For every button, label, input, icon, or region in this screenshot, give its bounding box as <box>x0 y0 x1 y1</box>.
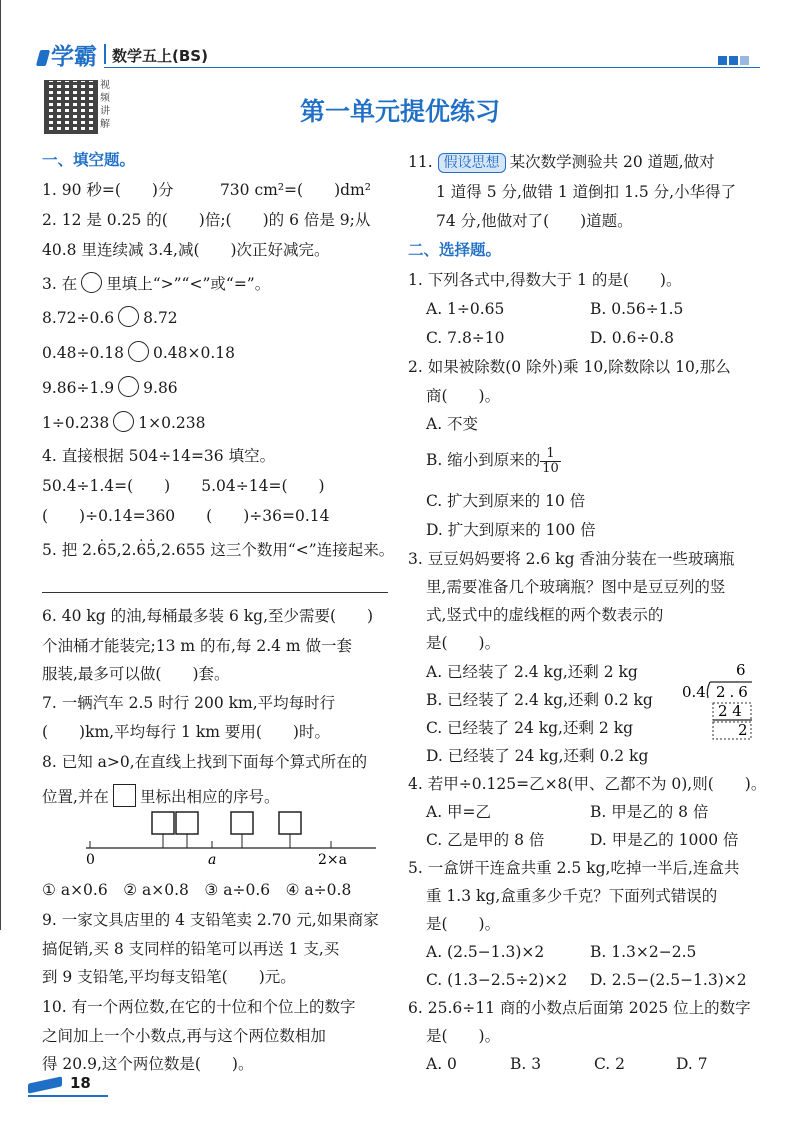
division-quotient: 6 <box>736 661 746 679</box>
compare-circle[interactable] <box>81 272 102 293</box>
choice-3-B[interactable]: B. 已经装了 2.4 kg,还剩 0.2 kg <box>426 691 653 709</box>
question-3-item-4: 1÷0.238 1×0.238 <box>42 411 205 433</box>
long-division <box>680 658 760 742</box>
question-10-line3: 得 20.9,这个两位数是( )。 <box>42 1055 254 1073</box>
logo-mark-icon <box>36 50 50 66</box>
question-3-item-3: 9.86÷1.9 9.86 <box>42 376 178 398</box>
compare-circle[interactable] <box>128 341 149 362</box>
choice-6-A[interactable]: A. 0 <box>426 1055 457 1073</box>
number-line-box-1[interactable] <box>152 812 174 834</box>
choice-3-D[interactable]: D. 已经装了 24 kg,还剩 0.2 kg <box>426 747 649 765</box>
question-9-line2: 搞促销,买 8 支同样的铅笔可以再送 1 支,买 <box>42 940 340 958</box>
question-7-line1: 7. 一辆汽车 2.5 时行 200 km,平均每时行 <box>42 694 336 712</box>
number-line-box-2[interactable] <box>176 812 198 834</box>
question-2-line1: 2. 12 是 0.25 的( )倍;( )的 6 倍是 9;从 <box>42 211 371 229</box>
compare-circle[interactable] <box>118 376 139 397</box>
choice-4-C[interactable]: C. 乙是甲的 8 倍 <box>426 831 545 849</box>
choice-6-C[interactable]: C. 2 <box>594 1055 626 1073</box>
choice-6-line2: 是( )。 <box>426 1027 501 1045</box>
question-2-line2: 40.8 里连续减 3.4,减( )次正好减完。 <box>42 241 330 259</box>
choice-2-B[interactable]: B. 缩小到原来的 $\frac{1}{10}$ <box>426 445 559 476</box>
division-divisor: 0.4 <box>682 683 706 701</box>
question-5: 5. 把 2.. 65,2.. 6. 5,2.655 这三个数用“<”连接起来。 <box>42 540 394 560</box>
choice-3-A[interactable]: A. 已经装了 2.4 kg,还剩 2 kg <box>426 663 638 681</box>
choice-5-line1: 5. 一盒饼干连盒共重 2.5 kg,吃掉一半后,连盒共 <box>408 859 740 877</box>
page-number: 18 <box>70 1074 91 1092</box>
question-4: 4. 直接根据 504÷14=36 填空。 <box>42 447 276 465</box>
division-remainder: 2 <box>738 721 748 739</box>
question-11-line2: 1 道得 5 分,做错 1 道倒扣 1.5 分,小华得了 <box>436 183 737 201</box>
page-title: 第一单元提优练习 <box>299 97 500 126</box>
label-0: 0 <box>86 852 95 868</box>
choice-3-line1: 3. 豆豆妈妈要将 2.6 kg 香油分装在一些玻璃瓶 <box>408 550 735 568</box>
number-line-box-4[interactable] <box>279 812 301 834</box>
choice-5-line3: 是( )。 <box>426 915 501 933</box>
question-9-line3: 到 9 支铅笔,平均每支铅笔( )元。 <box>42 968 296 986</box>
question-10-line2: 之间加上一个小数点,再与这个两位数相加 <box>42 1027 326 1045</box>
choice-5-B[interactable]: B. 1.3×2−2.5 <box>590 943 697 961</box>
footer-rule <box>28 1095 108 1097</box>
choice-2-A[interactable]: A. 不变 <box>426 415 479 433</box>
question-3: 3. 在 里填上“>”“<”或“=”。 <box>42 272 270 294</box>
book-subtitle: 数学五上(BS) <box>112 47 208 65</box>
compare-circle[interactable] <box>113 411 134 432</box>
question-11-line1: 11. 假设思想 某次数学测验共 20 道题,做对 <box>408 153 715 171</box>
question-4-row-1: 50.4÷1.4=( ) 5.04÷14=( ) <box>42 477 325 495</box>
choice-4: 4. 若甲÷0.125=乙×8(甲、乙都不为 0),则( )。 <box>408 775 767 793</box>
question-11-line3: 74 分,他做对了( )道题。 <box>436 212 633 230</box>
choice-1-D[interactable]: D. 0.6÷0.8 <box>590 329 675 347</box>
choice-4-B[interactable]: B. 甲是乙的 8 倍 <box>590 803 709 821</box>
number-line <box>80 808 380 868</box>
answer-box[interactable] <box>113 784 136 807</box>
choice-5-line2: 重 1.3 kg,盒重多少千克？下面列式错误的 <box>426 887 718 905</box>
section-choice: 二、选择题。 <box>408 241 502 259</box>
choice-4-A[interactable]: A. 甲=乙 <box>426 803 492 821</box>
hint-tag: 假设思想 <box>438 153 506 173</box>
label-2a: 2×a <box>318 852 347 868</box>
question-4-row-2: ( )÷0.14=360 ( )÷36=0.14 <box>42 507 330 525</box>
choice-6-D[interactable]: D. 7 <box>676 1055 708 1073</box>
answer-line[interactable] <box>42 592 388 593</box>
compare-circle[interactable] <box>118 306 139 327</box>
choice-6-B[interactable]: B. 3 <box>510 1055 542 1073</box>
question-6-line2: 个油桶才能装完;13 m 的布,每 2.4 m 做一套 <box>42 637 353 655</box>
choice-6-line1: 6. 25.6÷11 商的小数点后面第 2025 位上的数字 <box>408 999 751 1017</box>
choice-5-A[interactable]: A. (2.5−1.3)×2 <box>426 943 545 961</box>
pencil-icon <box>28 1076 62 1093</box>
question-3-item-2: 0.48÷0.18 0.48×0.18 <box>42 341 235 363</box>
choice-2-C[interactable]: C. 扩大到原来的 10 倍 <box>426 492 586 510</box>
qr-label: 视频讲解 <box>100 80 110 130</box>
column-divider <box>0 0 1 930</box>
choice-2-D[interactable]: D. 扩大到原来的 100 倍 <box>426 521 596 539</box>
question-8-options: ① a×0.6 ② a×0.8 ③ a÷0.6 ④ a÷0.8 <box>42 881 352 899</box>
question-7-line2: ( )km,平均每行 1 km 要用( )时。 <box>42 723 330 741</box>
question-9-line1: 9. 一家文具店里的 4 支铅笔卖 2.70 元,如果商家 <box>42 911 379 929</box>
question-8-line1: 8. 已知 a>0,在直线上找到下面每个算式所在的 <box>42 753 368 771</box>
question-6-line1: 6. 40 kg 的油,每桶最多装 6 kg,至少需要( ) <box>42 607 374 625</box>
choice-2-line1: 2. 如果被除数(0 除外)乘 10,除数除以 10,那么 <box>408 358 731 376</box>
choice-5-D[interactable]: D. 2.5−(2.5−1.3)×2 <box>590 971 747 989</box>
division-bracket <box>707 682 710 698</box>
question-8-line2: 位置,并在 里标出相应的序号。 <box>42 784 279 807</box>
header-separator <box>104 44 106 64</box>
choice-3-line2: 里,需要准备几个玻璃瓶？图中是豆豆列的竖 <box>426 578 726 596</box>
question-6-line3: 服装,最多可以做( )套。 <box>42 665 230 683</box>
choice-1-C[interactable]: C. 7.8÷10 <box>426 329 505 347</box>
fraction: $\frac{1}{10}$ <box>542 445 559 476</box>
choice-3-C[interactable]: C. 已经装了 24 kg,还剩 2 kg <box>426 719 634 737</box>
choice-1: 1. 下列各式中,得数大于 1 的是( )。 <box>408 271 682 289</box>
number-line-box-3[interactable] <box>231 812 253 834</box>
brand-logo: 学霸 <box>38 38 97 71</box>
section-fill-blank: 一、填空题。 <box>42 151 136 169</box>
question-1: 1. 90 秒=( )分 730 cm²=( )dm² <box>42 181 371 199</box>
choice-1-B[interactable]: B. 0.56÷1.5 <box>590 300 684 318</box>
choice-2-line2: 商( )。 <box>426 387 501 405</box>
division-dividend: 2.6 <box>716 683 752 701</box>
choice-4-D[interactable]: D. 甲是乙的 1000 倍 <box>590 831 739 849</box>
header-rule <box>104 67 760 68</box>
choice-1-A[interactable]: A. 1÷0.65 <box>426 300 505 318</box>
question-10-line1: 10. 有一个两位数,在它的十位和个位上的数字 <box>42 998 356 1016</box>
choice-3-line3: 式,竖式中的虚线框的两个数表示的 <box>426 606 664 624</box>
division-subtract: 2 4 <box>718 702 742 720</box>
header-dots-icon <box>718 50 751 69</box>
choice-5-C[interactable]: C. (1.3−2.5÷2)×2 <box>426 971 568 989</box>
question-3-item-1: 8.72÷0.6 8.72 <box>42 306 178 328</box>
choice-3-line4: 是( )。 <box>426 634 501 652</box>
label-a: a <box>208 852 217 868</box>
